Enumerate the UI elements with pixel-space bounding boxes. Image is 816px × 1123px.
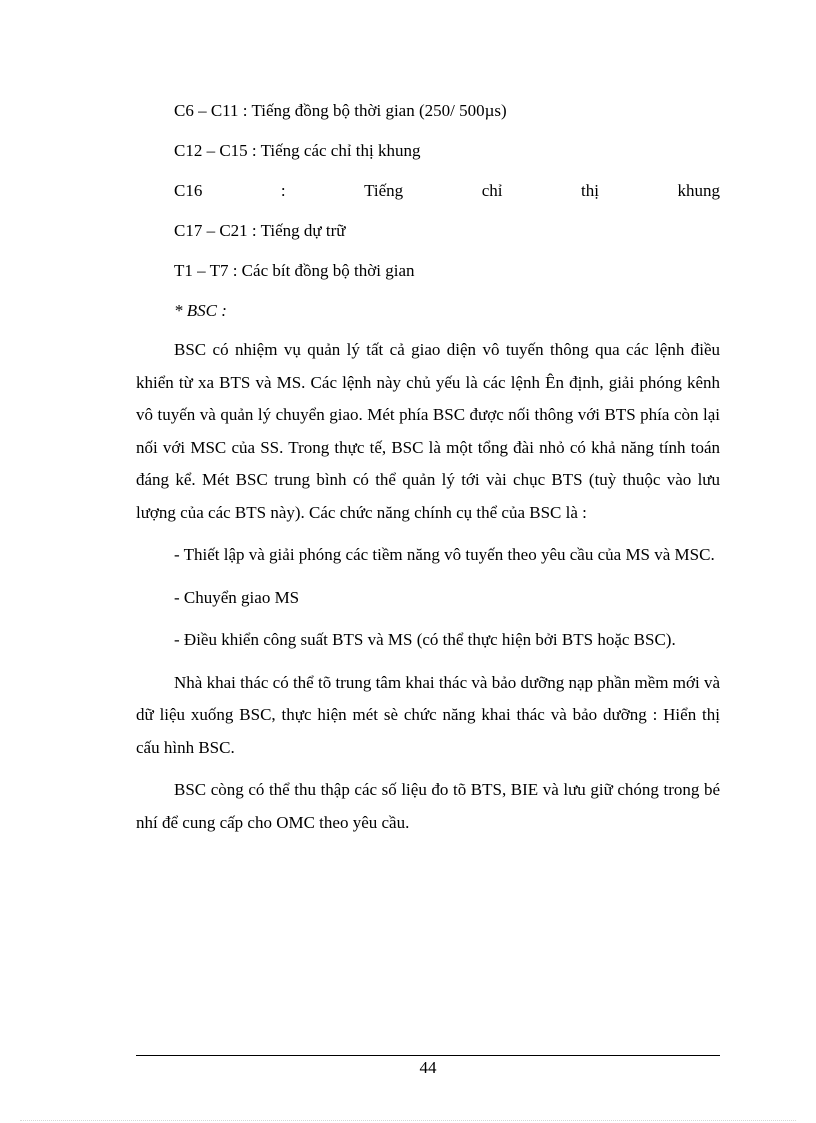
page-body	[136, 100, 720, 849]
page-edge-divider	[20, 1120, 796, 1121]
line-c16-word: :	[280, 181, 286, 200]
line-c12-c15: C12 – C15 : Tiếng các chỉ thị khung	[174, 141, 421, 160]
line-c16-word: C16	[174, 181, 203, 200]
line-c16-word: chỉ	[481, 181, 503, 200]
line-t1-t7: T1 – T7 : Các bít đồng bộ thời gian	[174, 261, 415, 280]
footer-divider	[136, 1055, 720, 1056]
section-heading-bsc: * BSC :	[174, 301, 227, 320]
page-number: 44	[419, 1058, 437, 1077]
paragraph-operator: Nhà khai thác có thể tõ trung tâm khai thác và bảo dưỡng nạp phần mềm mới và dữ liệu xuống BSC, thực hiện mét sè chức năng khai thác và bảo dưỡng : Hiển thị cấu hình BSC.	[136, 672, 721, 757]
paragraph-bsc-role: BSC có nhiệm vụ quản lý tất cả giao diện vô tuyến thông qua các lệnh điều khiển từ xa BTS và MS. Các lệnh này chủ yếu là các lệnh Ên định, giải phóng kênh vô tuyến và quản lý chuyển giao. Mét phía BSC được nối thông với BTS phía còn lại nối với MSC của SS. Trong thực tế, BSC là một tổng đài nhỏ có khả năng tính toán đáng kể. Mét BSC trung bình có thể quản lý tới vài chục BTS (tuỳ thuộc vào lưu lượng của các BTS này). Các chức năng chính cụ thể của BSC là :	[136, 340, 720, 522]
line-c16	[136, 180, 720, 202]
paragraph-bullet-setup: - Thiết lập và giải phóng các tiềm năng vô tuyến theo yêu cầu của MS và MSC.	[174, 545, 715, 564]
line-c6-c11: C6 – C11 : Tiếng đồng bộ thời gian (250/ 500µs)	[174, 101, 507, 120]
paragraph-bullet-power: - Điều khiển công suất BTS và MS (có thể thực hiện bởi BTS hoặc BSC).	[174, 630, 676, 649]
paragraph-bullet-handover: - Chuyển giao MS	[174, 587, 300, 607]
paragraph-measurements: BSC còng có thể thu thập các số liệu đo tõ BTS, BIE và lưu giữ chóng trong bé nhí để cung cấp cho OMC theo yêu cầu.	[136, 780, 720, 832]
line-c16-word: thị	[580, 181, 599, 200]
line-c17-c21: C17 – C21 : Tiếng dự trữ	[174, 221, 346, 240]
line-c16-word: Tiếng	[364, 181, 404, 200]
line-c16-word: khung	[677, 181, 720, 200]
